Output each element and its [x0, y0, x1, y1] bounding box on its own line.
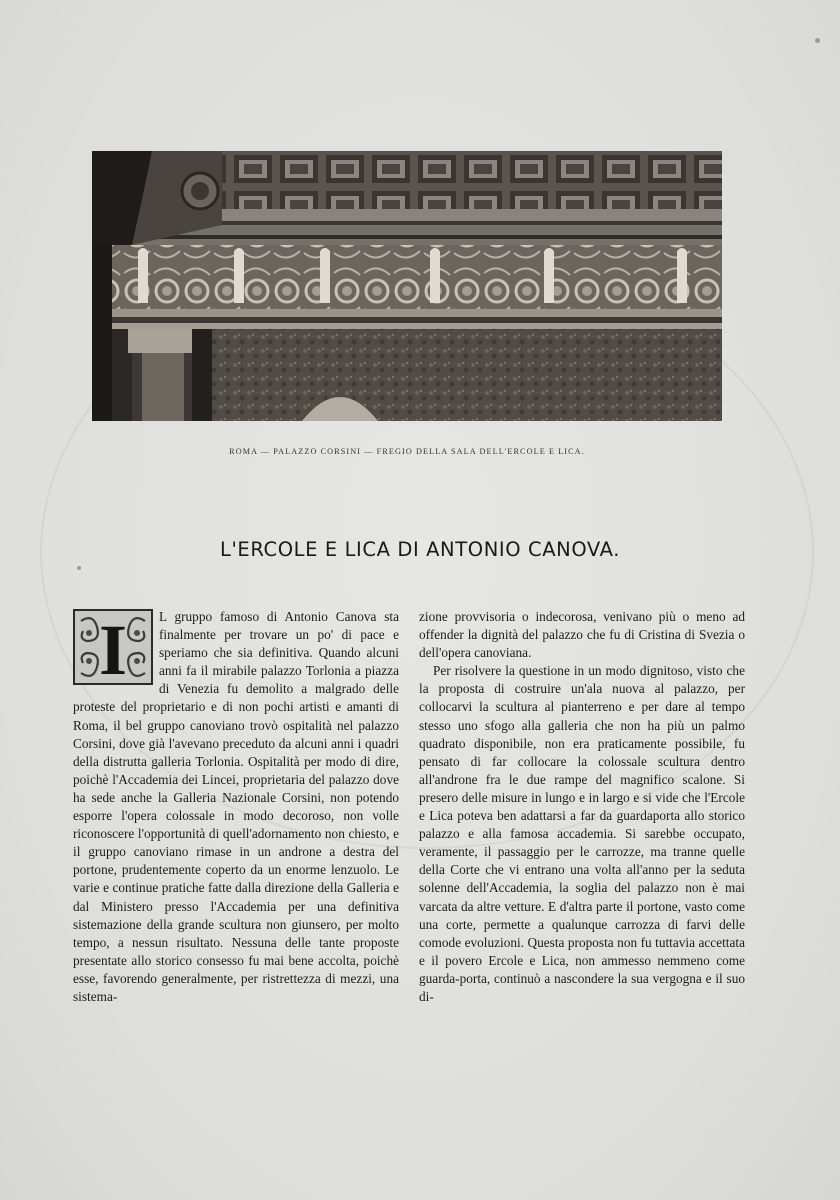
speck — [77, 566, 81, 570]
right-column — [419, 608, 745, 1006]
speck — [815, 38, 820, 43]
drop-cap-initial — [73, 609, 153, 685]
frieze-photograph — [92, 151, 722, 421]
right-column-paragraph-1: zione provvisoria o indecorosa, venivano più o meno ad offender la dignità del palazzo che fu di Cristina di Svezia o dell'opera canoviana. — [419, 609, 745, 661]
right-column-paragraph-2: Per risolvere la questione in un modo dignitoso, visto che la proposta di costruire un'ala nuova al palazzo, per collocarvi la scultura al pianterreno e per dare al tempo stesso uno sfogo alla galleria che non ha più un palmo quadrato disponibile, non era praticamente possibile, fu pensato di far collocare la colossale scultura dentro all'androne fra le due rampe del magnifico scalone. Si presero delle misure in lungo e in largo e si vide che l'Ercole e Lica poteva ben adattarsi a far da guardaporta allo storico palazzo e alla famosa accademia. Si sarebbe occupato, veramente, il passaggio per le carrozze, ma tranne quelle della Corte che vi entrano una volta all'anno per la seduta solenne dell'Accademia, la soglia del palazzo non è mai varcata da altre vetture. E d'altra parte il portone, vasto come una corte, permette a qualunque carrozza di farvi delle comode evoluzioni. Questa proposta non fu tuttavia accettata e il povero Ercole e Lica, non ammesso nemmeno come guarda-porta, continuò a nascondere la sua vergogna e il suo di- — [419, 663, 745, 1004]
drop-cap-letter: I — [98, 610, 128, 685]
figure-caption: ROMA — PALAZZO CORSINI — FREGIO DELLA SALA DELL'ERCOLE E LICA. — [229, 447, 585, 456]
left-column — [73, 608, 399, 1006]
left-column-text: L gruppo famoso di Antonio Canova sta finalmente per trovare un po' di pace e speriamo che sia definitiva. Quando alcuni anni fa il mirabile palazzo Torlonia a piazza di Venezia fu demolito a malgrado delle proteste del proprietario e di non pochi artisti e amanti di Roma, il bel gruppo canoviano trovò ospitalità nel palazzo Corsini, dove già l'avevano preceduto da alcuni anni i quadri della distrutta galleria Torlonia. Ospitalità per modo di dire, poichè l'Accademia dei Lincei, proprietaria del palazzo dove ha sede anche la Galleria Nazionale Corsini, non potendo esporre l'opera colossale in modo decoroso, non volle riconoscere l'opportunità di quell'adornamento non chiesto, e il gruppo canoviano rimase in un androne a destra del portone, prudentemente coperto da un enorme lenzuolo. Le varie e continue pratiche fatte dalla direzione della Galleria e dal Ministero presso l'Accademia per una definitiva sistemazione della grande scultura non giunsero, per molto tempo, a nessun risultato. Nessuna delle tante proposte presentate allo storico consesso fu mai bene accolta, poichè esse, favorendo generalmente, per ristrettezza di mezzi, una sistema- — [73, 609, 399, 1004]
article-title: L'ERCOLE E LICA DI ANTONIO CANOVA. — [219, 538, 621, 561]
